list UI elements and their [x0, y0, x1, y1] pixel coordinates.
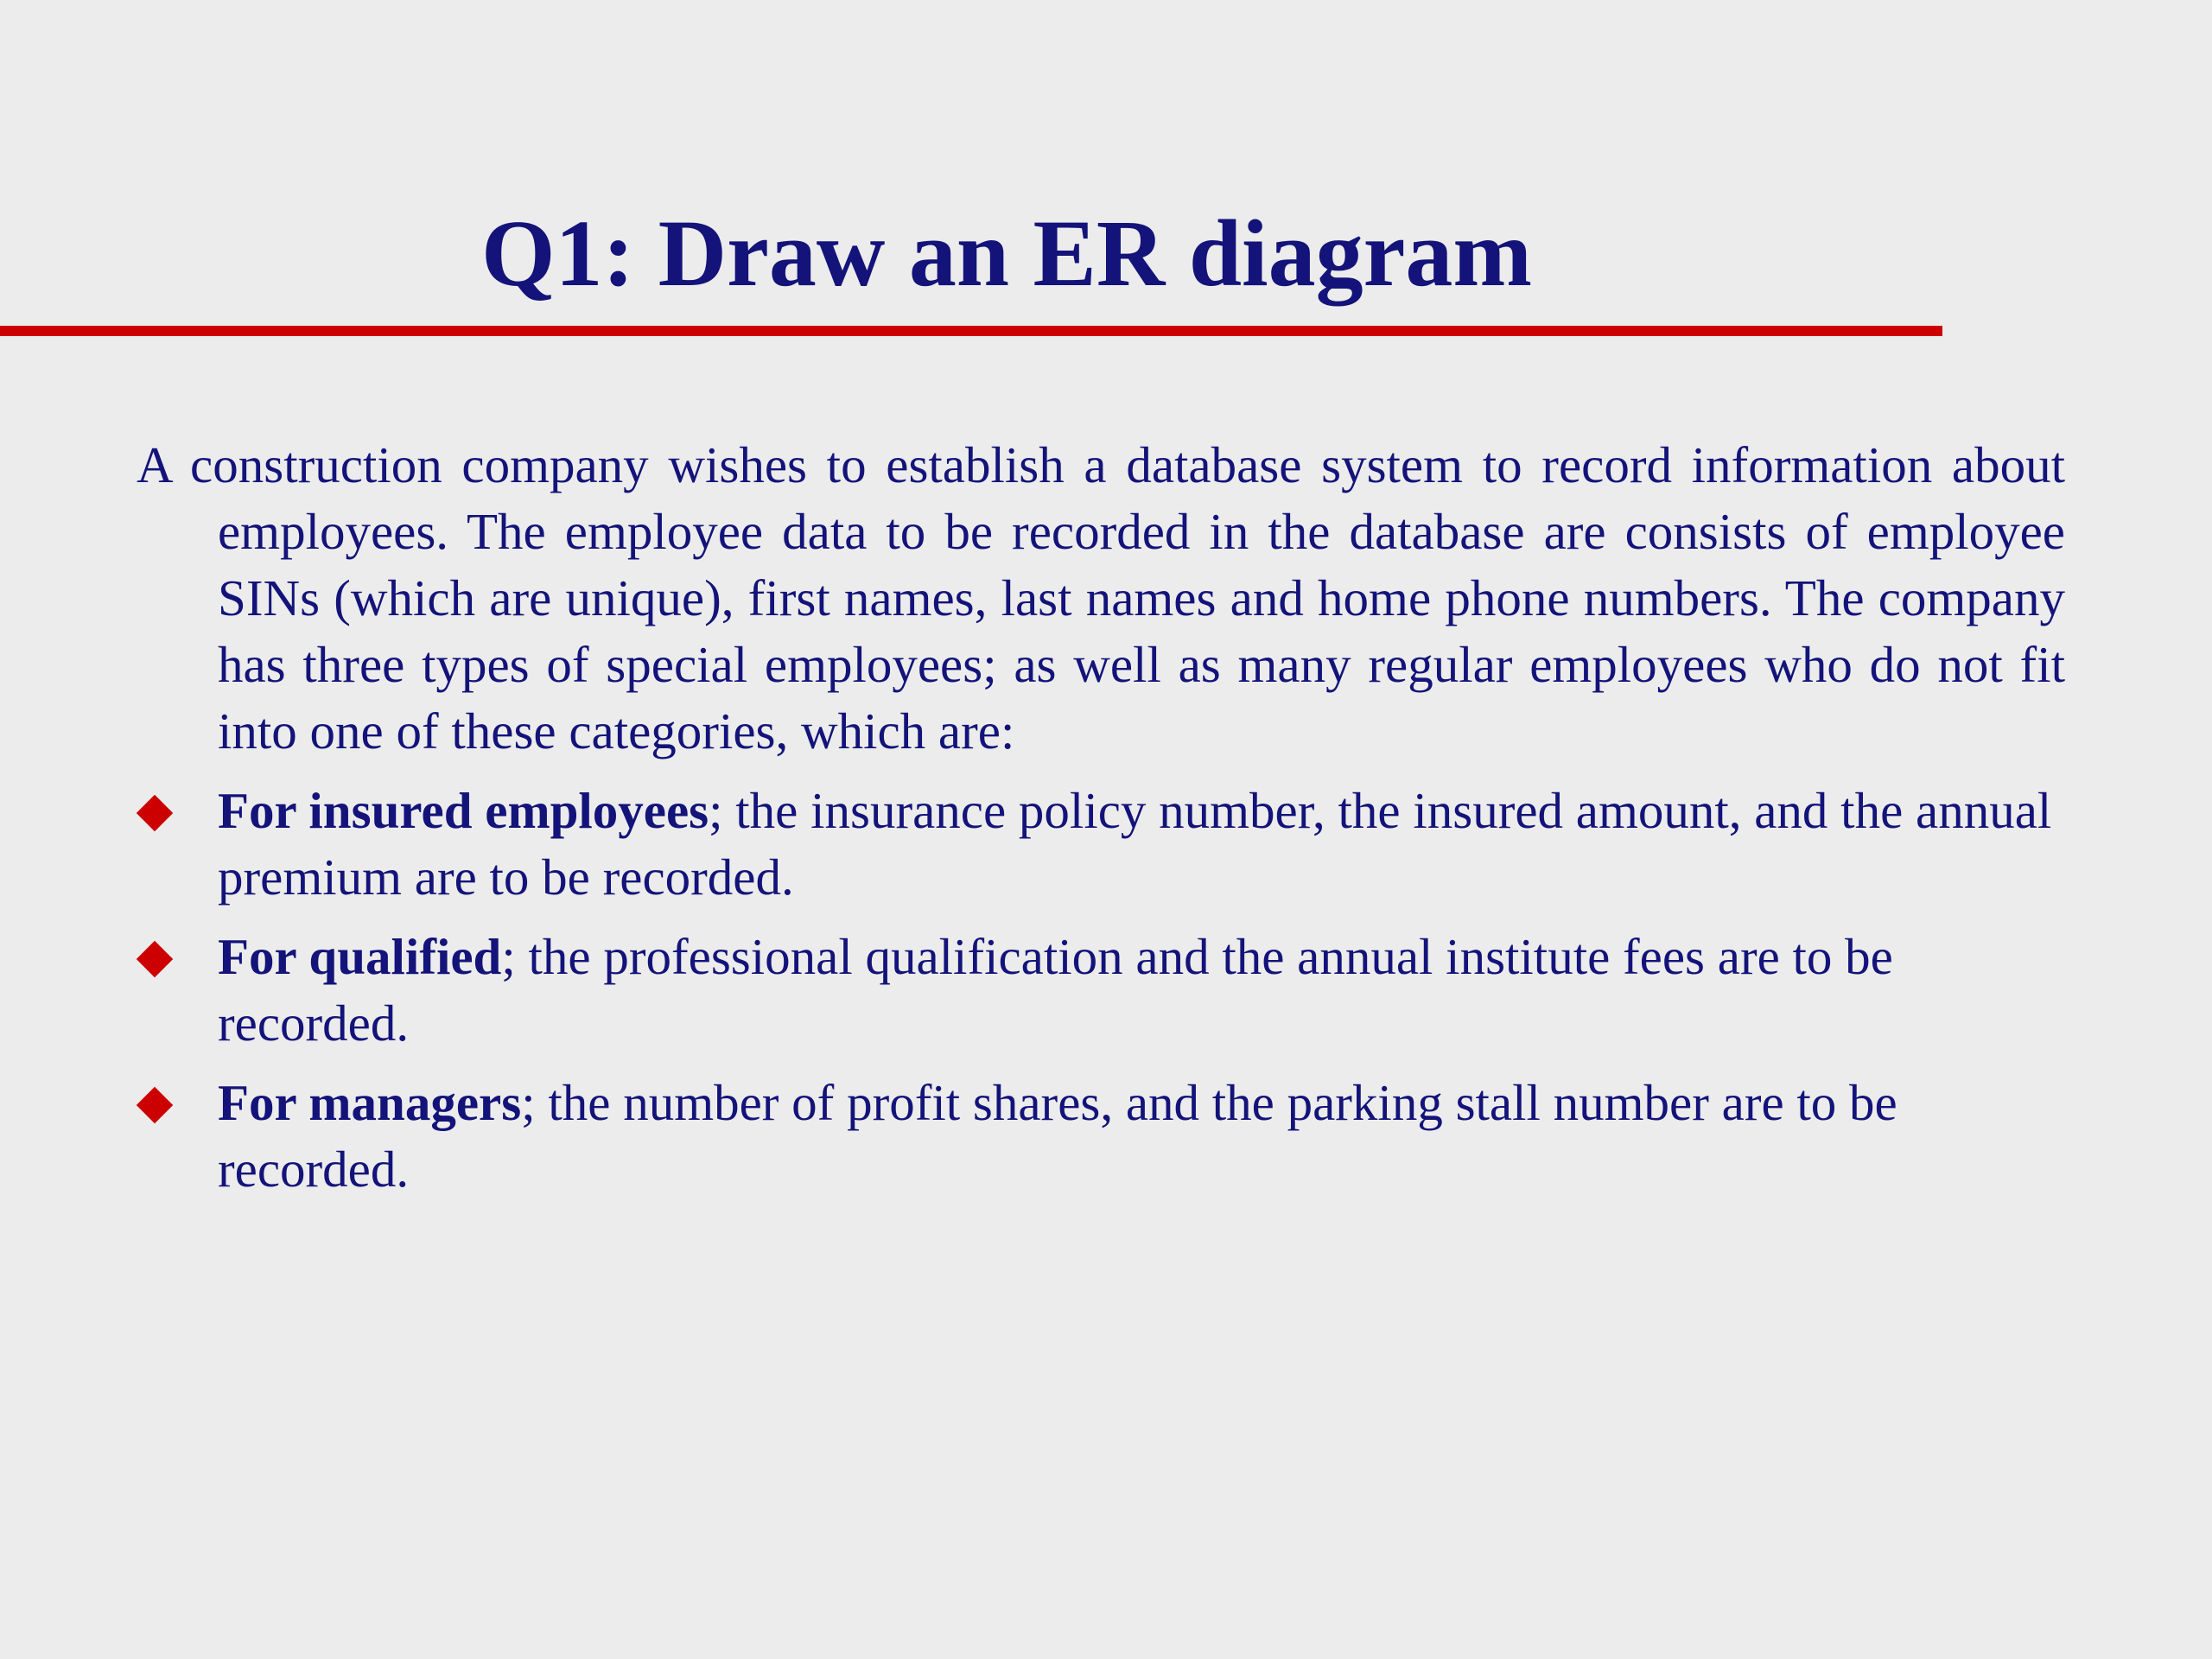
bullet-lead: For managers	[218, 1074, 522, 1131]
bullet-insured-employees	[0, 778, 2065, 911]
slide-body	[0, 432, 2212, 1203]
bullet-text: ; the professional qualification and the annual institute fees are to be recorded.	[218, 928, 1893, 1052]
diamond-bullet-icon	[137, 941, 173, 977]
intro-paragraph: A construction company wishes to establish a database system to record information about employees. The employee data to be recorded in the database are consists of employee SINs (which are unique), first names, last names and home phone numbers. The company has three types of special employees; as well as many regular employees who do not fit into one of these categories, which are:	[137, 436, 2065, 760]
bullet-lead: For insured employees	[218, 782, 709, 839]
diamond-bullet-icon	[137, 795, 173, 831]
title-divider	[0, 326, 1942, 336]
bullet-text: ; the insurance policy number, the insured amount, and the annual premium are to be recorded.	[218, 782, 2052, 906]
bullet-qualified	[0, 924, 2065, 1057]
bullet-text: ; the number of profit shares, and the parking stall number are to be recorded.	[218, 1074, 1897, 1198]
diamond-bullet-icon	[137, 1087, 173, 1123]
slide-title: Q1: Draw an ER diagram	[480, 200, 1533, 306]
bullet-managers	[0, 1070, 2065, 1203]
bullet-lead: For qualified	[218, 928, 502, 985]
